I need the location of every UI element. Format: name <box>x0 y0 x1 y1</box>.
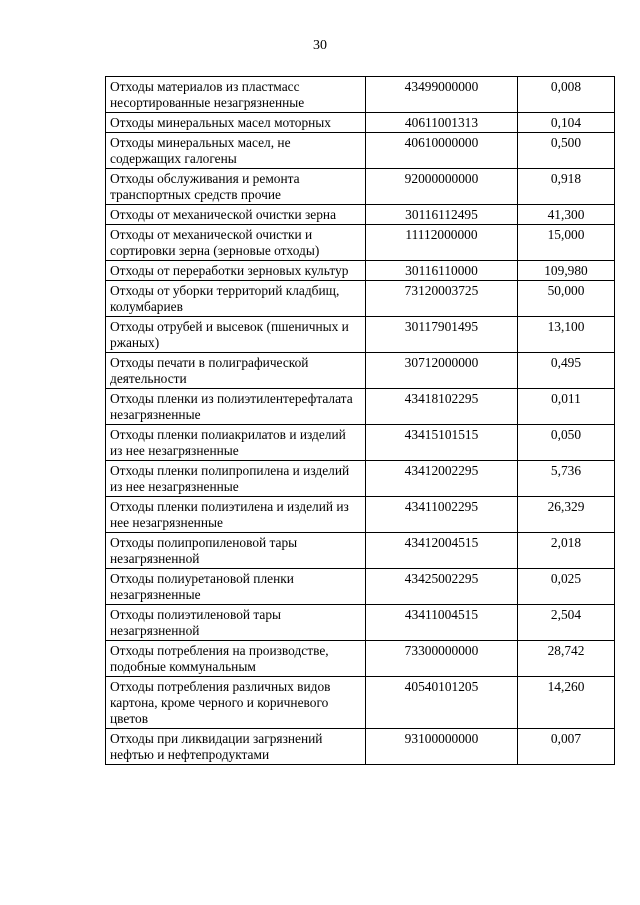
table-row <box>106 389 615 425</box>
waste-amount-cell: 0,495 <box>518 353 615 389</box>
table-row <box>106 533 615 569</box>
waste-code-cell: 73120003725 <box>366 281 518 317</box>
waste-name-cell: Отходы минеральных масел моторных <box>106 113 366 133</box>
table-row <box>106 497 615 533</box>
waste-code-cell: 30116112495 <box>366 205 518 225</box>
waste-amount-cell: 41,300 <box>518 205 615 225</box>
waste-amount-cell: 0,008 <box>518 77 615 113</box>
waste-amount-cell: 50,000 <box>518 281 615 317</box>
waste-code-cell: 92000000000 <box>366 169 518 205</box>
table-row <box>106 261 615 281</box>
waste-name-cell: Отходы пленки из полиэтилентерефталата незагрязненные <box>106 389 366 425</box>
waste-name-cell: Отходы полиэтиленовой тары незагрязненной <box>106 605 366 641</box>
table-row <box>106 317 615 353</box>
waste-amount-cell: 0,918 <box>518 169 615 205</box>
table-row <box>106 353 615 389</box>
waste-amount-cell: 5,736 <box>518 461 615 497</box>
waste-amount-cell: 13,100 <box>518 317 615 353</box>
waste-name-cell: Отходы обслуживания и ремонта транспортных средств прочие <box>106 169 366 205</box>
waste-name-cell: Отходы пленки полиакрилатов и изделий из нее незагрязненные <box>106 425 366 461</box>
waste-code-cell: 11112000000 <box>366 225 518 261</box>
table-row <box>106 133 615 169</box>
waste-code-cell: 43412004515 <box>366 533 518 569</box>
waste-amount-cell: 0,007 <box>518 729 615 765</box>
waste-code-cell: 30117901495 <box>366 317 518 353</box>
table-row <box>106 225 615 261</box>
waste-amount-cell: 0,104 <box>518 113 615 133</box>
table-row <box>106 641 615 677</box>
waste-code-cell: 40540101205 <box>366 677 518 729</box>
waste-amount-cell: 2,504 <box>518 605 615 641</box>
waste-name-cell: Отходы полиуретановой пленки незагрязненные <box>106 569 366 605</box>
table-row <box>106 205 615 225</box>
waste-name-cell: Отходы отрубей и высевок (пшеничных и ржаных) <box>106 317 366 353</box>
waste-amount-cell: 0,025 <box>518 569 615 605</box>
waste-code-cell: 43418102295 <box>366 389 518 425</box>
waste-code-cell: 43411004515 <box>366 605 518 641</box>
table-row <box>106 281 615 317</box>
page-number: 30 <box>313 38 327 53</box>
table-row <box>106 461 615 497</box>
waste-code-cell: 43415101515 <box>366 425 518 461</box>
waste-code-cell: 30116110000 <box>366 261 518 281</box>
waste-code-cell: 93100000000 <box>366 729 518 765</box>
table-row <box>106 113 615 133</box>
waste-code-cell: 40610000000 <box>366 133 518 169</box>
waste-amount-cell: 109,980 <box>518 261 615 281</box>
waste-amount-cell: 14,260 <box>518 677 615 729</box>
table-row <box>106 729 615 765</box>
waste-amount-cell: 0,050 <box>518 425 615 461</box>
waste-amount-cell: 0,500 <box>518 133 615 169</box>
table-row <box>106 677 615 729</box>
table-row <box>106 569 615 605</box>
table-row <box>106 169 615 205</box>
waste-name-cell: Отходы потребления различных видов картона, кроме черного и коричневого цветов <box>106 677 366 729</box>
waste-code-cell: 43499000000 <box>366 77 518 113</box>
waste-name-cell: Отходы материалов из пластмасс несортированные незагрязненные <box>106 77 366 113</box>
waste-name-cell: Отходы от уборки территорий кладбищ, колумбариев <box>106 281 366 317</box>
waste-amount-cell: 2,018 <box>518 533 615 569</box>
waste-name-cell: Отходы от переработки зерновых культур <box>106 261 366 281</box>
waste-amount-cell: 28,742 <box>518 641 615 677</box>
waste-code-cell: 73300000000 <box>366 641 518 677</box>
waste-code-cell: 30712000000 <box>366 353 518 389</box>
waste-name-cell: Отходы потребления на производстве, подобные коммунальным <box>106 641 366 677</box>
waste-name-cell: Отходы пленки полипропилена и изделий из нее незагрязненные <box>106 461 366 497</box>
waste-amount-cell: 0,011 <box>518 389 615 425</box>
waste-amount-cell: 26,329 <box>518 497 615 533</box>
waste-name-cell: Отходы полипропиленовой тары незагрязненной <box>106 533 366 569</box>
table-row <box>106 605 615 641</box>
waste-table <box>105 76 615 765</box>
waste-code-cell: 40611001313 <box>366 113 518 133</box>
waste-code-cell: 43425002295 <box>366 569 518 605</box>
table-row <box>106 77 615 113</box>
waste-name-cell: Отходы от механической очистки зерна <box>106 205 366 225</box>
waste-name-cell: Отходы при ликвидации загрязнений нефтью и нефтепродуктами <box>106 729 366 765</box>
waste-table-body <box>106 77 615 765</box>
waste-name-cell: Отходы печати в полиграфической деятельности <box>106 353 366 389</box>
table-row <box>106 425 615 461</box>
waste-amount-cell: 15,000 <box>518 225 615 261</box>
waste-name-cell: Отходы минеральных масел, не содержащих галогены <box>106 133 366 169</box>
waste-code-cell: 43411002295 <box>366 497 518 533</box>
waste-name-cell: Отходы пленки полиэтилена и изделий из нее незагрязненные <box>106 497 366 533</box>
waste-code-cell: 43412002295 <box>366 461 518 497</box>
waste-name-cell: Отходы от механической очистки и сортировки зерна (зерновые отходы) <box>106 225 366 261</box>
